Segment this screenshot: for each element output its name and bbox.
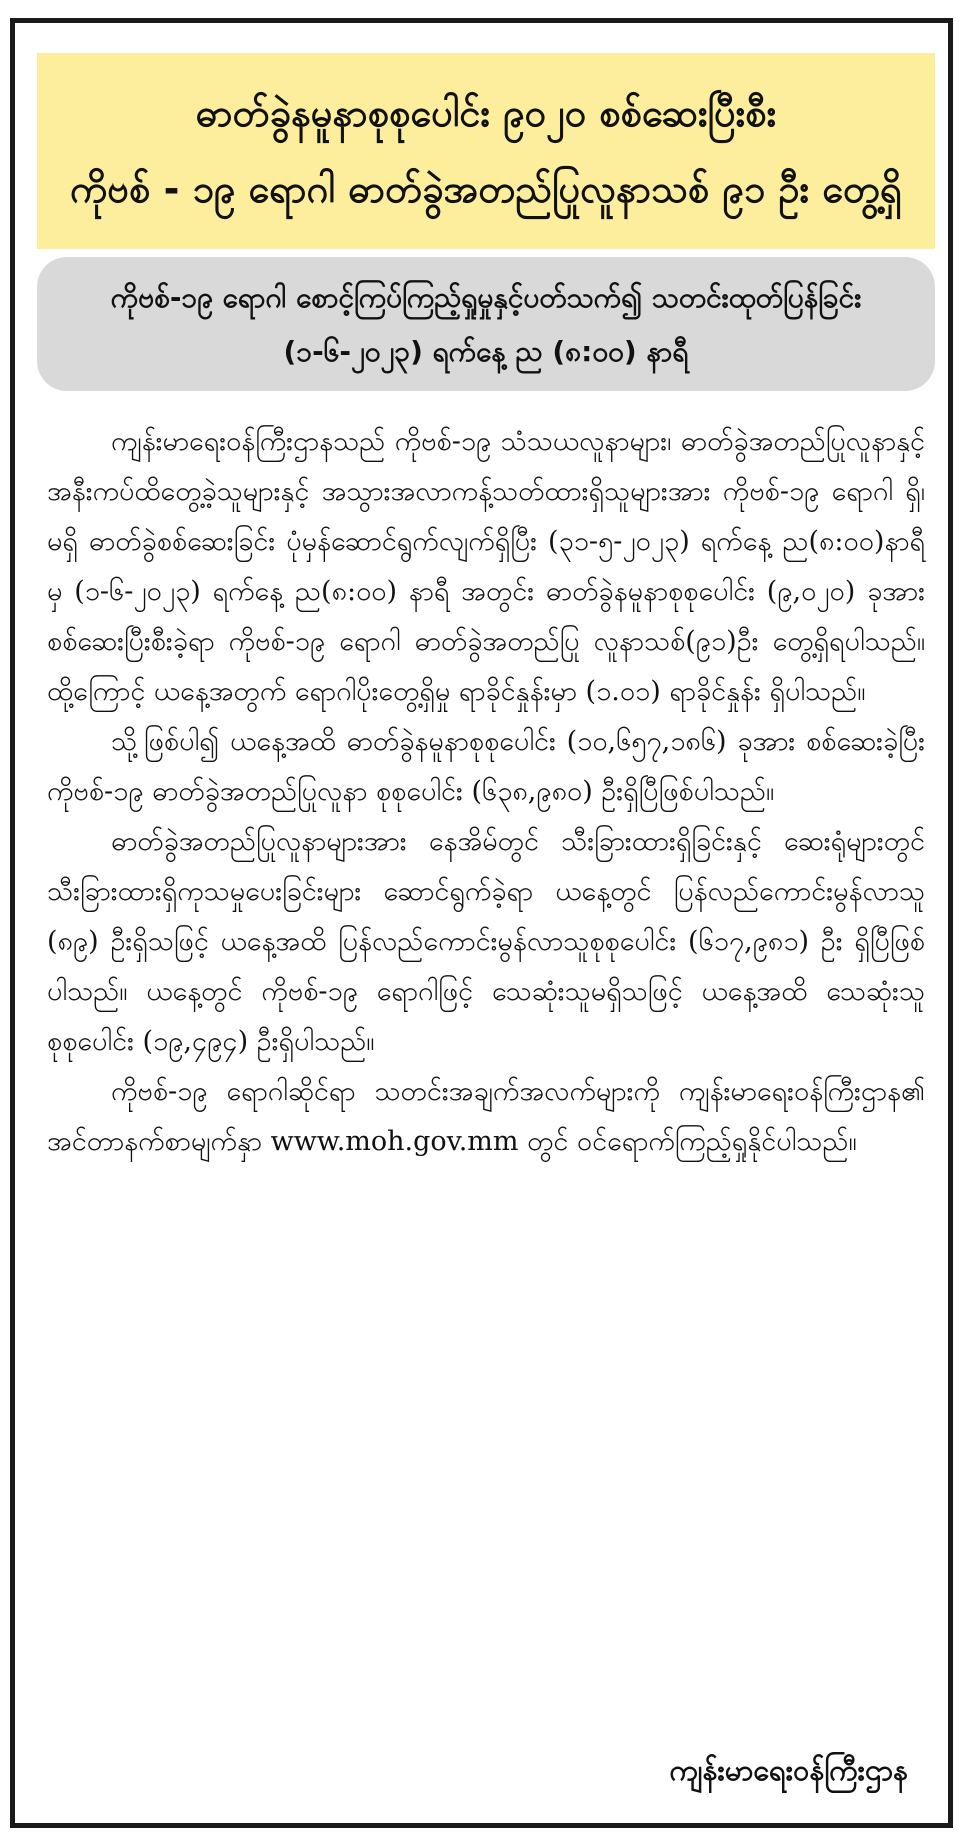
article-body — [47, 417, 925, 1167]
headline-line-1: ဓာတ်ခွဲနမူနာစုစုပေါင်း ၉၀၂၀ စစ်ဆေးပြီးစီး — [195, 91, 777, 135]
press-release-frame — [10, 18, 953, 1828]
subheading-title: ကိုဗစ်-၁၉ ရောဂါ စောင့်ကြပ်ကြည့်ရှုမှုနှင့်ပတ်သက်၍ သတင်းထုတ်ပြန်ခြင်း — [110, 281, 862, 314]
headline-line-2: ကိုဗစ် - ၁၉ ရောဂါ ဓာတ်ခွဲအတည်ပြုလူနာသစ် ၉၁ ဦး တွေ့ရှိ — [70, 167, 902, 211]
paragraph-website-info: ကိုဗစ်-၁၉ ရောဂါဆိုင်ရာ သတင်းအချက်အလက်များကို ကျန်းမာရေးဝန်ကြီးဌာန၏ အင်တာနက်စာမျက်နှာ www.moh.gov.mm တွင် ဝင်ရောက်ကြည့်ရှုနိုင်ပါသည်။ — [47, 1076, 925, 1157]
headline-banner — [37, 53, 935, 249]
issuer-signature: ကျန်းမာရေးဝန်ကြီးဌာန — [669, 1753, 908, 1787]
paragraph-recoveries-deaths: ဓာတ်ခွဲအတည်ပြုလူနာများအား နေအိမ်တွင် သီးခြားထားရှိခြင်းနှင့် ဆေးရုံများတွင် သီးခြားထားရှိကုသမှုပေးခြင်းများ ဆောင်ရွက်ခဲ့ရာ ယနေ့တွင် ပြန်လည်ကောင်းမွန်လာသူ (၈၉) ဦးရှိသဖြင့် ယနေ့အထိ ပြန်လည်ကောင်းမွန်လာသူစုစုပေါင်း (၆၁၇,၉၈၁) ဦး ရှိပြီဖြစ်ပါသည်။ ယနေ့တွင် ကိုဗစ်-၁၉ ရောဂါဖြင့် သေဆုံးသူမရှိသဖြင့် ယနေ့အထိ သေဆုံးသူစုစုပေါင်း (၁၉,၄၉၄) ဦးရှိပါသည်။ — [47, 826, 925, 1057]
paragraph-testing-summary: ကျန်းမာရေးဝန်ကြီးဌာနသည် ကိုဗစ်-၁၉ သံသယလူနာများ၊ ဓာတ်ခွဲအတည်ပြုလူနာနှင့် အနီးကပ်ထိတွေ့ခဲ့သူများနှင့် အသွားအလာကန့်သတ်ထားရှိသူများအား ကိုဗစ်-၁၉ ရောဂါ ရှိ၊ မရှိ ဓာတ်ခွဲစစ်ဆေးခြင်း ပုံမှန်ဆောင်ရွက်လျက်ရှိပြီး (၃၁-၅-၂၀၂၃) ရက်နေ့ ည(၈:၀၀)နာရီမှ (၁-၆-၂၀၂၃) ရက်နေ့ ည(၈:၀၀) နာရီ အတွင်း ဓာတ်ခွဲနမူနာစုစုပေါင်း (၉,၀၂၀) ခုအား စစ်ဆေးပြီးစီးခဲ့ရာ ကိုဗစ်-၁၉ ရောဂါ ဓာတ်ခွဲအတည်ပြု လူနာသစ်(၉၁)ဦး တွေ့ရှိရပါသည်။ ထို့ကြောင့် ယနေ့အတွက် ရောဂါပိုးတွေ့ရှိမှု ရာခိုင်နှုန်းမှာ (၁.၀၁) ရာခိုင်နှုန်း ရှိပါသည်။ — [47, 426, 925, 707]
subheading-date: (၁-၆-၂၀၂၃) ရက်နေ့ ည (၈:၀၀) နာရီ — [283, 335, 689, 368]
paragraph-cumulative-cases: သို့ဖြစ်ပါ၍ ယနေ့အထိ ဓာတ်ခွဲနမူနာစုစုပေါင်း (၁၀,၆၅၇,၁၈၆) ခုအား စစ်ဆေးခဲ့ပြီး ကိုဗစ်-၁၉ ဓာတ်ခွဲအတည်ပြုလူနာ စုစုပေါင်း (၆၃၈,၉၈၀) ဦးရှိပြီဖြစ်ပါသည်။ — [47, 726, 925, 807]
subheading-banner — [37, 257, 935, 391]
